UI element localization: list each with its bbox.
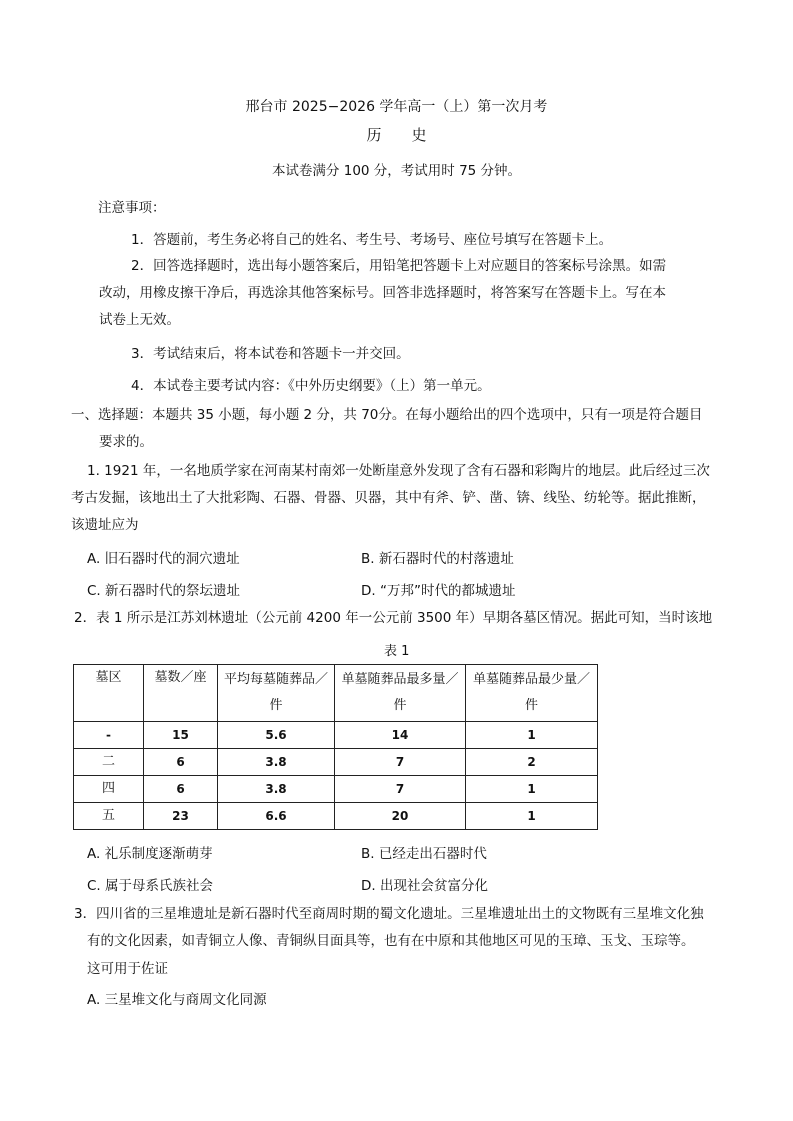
- table-cell: 6: [144, 776, 218, 803]
- section-heading-line-2: 要求的。: [99, 434, 153, 450]
- table-cell: 23: [144, 803, 218, 830]
- table-cell: 二: [74, 749, 144, 776]
- q2-option-d: D. 出现社会贫富分化: [361, 878, 488, 894]
- table-row: [74, 722, 598, 749]
- subject-title: 历 史: [366, 126, 427, 144]
- table-header-cell: [335, 665, 466, 722]
- header-text-unit: 件: [524, 698, 538, 713]
- q2-option-b: B. 已经走出石器时代: [361, 846, 487, 862]
- table-cell: 20: [335, 803, 466, 830]
- table-cell: 15: [144, 722, 218, 749]
- table-header-cell: [74, 665, 144, 722]
- table-cell: 1: [466, 776, 598, 803]
- q2-option-c: C. 属于母系氏族社会: [87, 878, 214, 894]
- table-cell: 7: [335, 776, 466, 803]
- header-text-unit: 件: [393, 698, 407, 713]
- notice-item-3: 3．考试结束后，将本试卷和答题卡一并交回。: [131, 346, 410, 362]
- table-row: [74, 776, 598, 803]
- table-cell: 6.6: [218, 803, 335, 830]
- data-table: [73, 664, 598, 830]
- table-cell: 3.8: [218, 749, 335, 776]
- table-cell: 5.6: [218, 722, 335, 749]
- q2-option-a: A. 礼乐制度逐渐萌芽: [87, 846, 213, 862]
- table-cell: 7: [335, 749, 466, 776]
- q3-stem-line-3: 这可用于佐证: [87, 961, 168, 977]
- table-cell: 2: [466, 749, 598, 776]
- q3-stem-line-1: 3．四川省的三星堆遗址是新石器时代至商周时期的蜀文化遗址。三星堆遗址出土的文物既有三星堆文化独: [74, 906, 704, 922]
- notice-item-4: 4．本试卷主要考试内容：《中外历史纲要》（上）第一单元。: [131, 378, 491, 394]
- header-text: 单墓随葬品最多量／: [341, 672, 459, 687]
- table-cell: 14: [335, 722, 466, 749]
- table-cell: 6: [144, 749, 218, 776]
- q1-option-b: B. 新石器时代的村落遗址: [361, 551, 514, 567]
- notice-item-2-line-3: 试卷上无效。: [99, 312, 180, 328]
- table-cell: 1: [466, 803, 598, 830]
- table-header-cell: [218, 665, 335, 722]
- table-row: [74, 803, 598, 830]
- table-cell: 五: [74, 803, 144, 830]
- notice-item-2-line-1: 2．回答选择题时，选出每小题答案后，用铅笔把答题卡上对应题目的答案标号涂黑。如需: [131, 258, 667, 274]
- table-cell: -: [74, 722, 144, 749]
- header-text-unit: 件: [269, 698, 283, 713]
- table-cell: 四: [74, 776, 144, 803]
- q2-stem-line-1: 2．表 1 所示是江苏刘林遗址（公元前 4200 年一公元前 3500 年）早期各墓区情况。据此可知，当时该地: [74, 610, 713, 626]
- header-text: 平均每墓随葬品／: [223, 672, 328, 687]
- section-heading-line-1: 一、选择题：本题共 35 小题，每小题 2 分，共 70分。在每小题给出的四个选项中，只有一项是符合题目: [71, 407, 703, 423]
- q1-option-a: A. 旧石器时代的洞穴遗址: [87, 551, 240, 567]
- header-text: 单墓随葬品最少量／: [472, 672, 590, 687]
- table-cell: 1: [466, 722, 598, 749]
- notice-item-1: 1．答题前，考生务必将自己的姓名、考生号、考场号、座位号填写在答题卡上。: [131, 232, 613, 248]
- q3-stem-line-2: 有的文化因素，如青铜立人像、青铜纵目面具等，也有在中原和其他地区可见的玉璋、玉戈、玉琮等。: [87, 933, 695, 949]
- header-text: 墓数／座: [154, 670, 207, 685]
- table-caption: 表 1: [384, 644, 410, 659]
- table-header-cell: [144, 665, 218, 722]
- q1-option-d: D. “万邦”时代的都城遗址: [361, 583, 516, 599]
- q1-option-c: C. 新石器时代的祭坛遗址: [87, 583, 241, 599]
- q1-stem-line-2: 考古发掘，该地出土了大批彩陶、石器、骨器、贝器，其中有斧、铲、凿、锛、线坠、纺轮等。据此推断，: [71, 490, 706, 506]
- exam-title: 邢台市 2025−2026 学年高一（上）第一次月考: [245, 99, 548, 115]
- table-header-cell: [466, 665, 598, 722]
- table-cell: 3.8: [218, 776, 335, 803]
- notice-item-2-line-2: 改动，用橡皮擦干净后，再选涂其他答案标号。回答非选择题时，将答案写在答题卡上。写在本: [99, 285, 666, 301]
- q1-stem-line-1: 1. 1921 年，一名地质学家在河南某村南郊一处断崖意外发现了含有石器和彩陶片的地层。此后经过三次: [87, 463, 710, 479]
- header-text: 墓区: [95, 670, 122, 685]
- notice-heading: 注意事项：: [98, 200, 166, 216]
- table-header-row: [74, 665, 598, 722]
- exam-info: 本试卷满分 100 分，考试用时 75 分钟。: [271, 163, 522, 179]
- table-row: [74, 749, 598, 776]
- q3-option-a: A. 三星堆文化与商周文化同源: [87, 992, 267, 1008]
- q1-stem-line-3: 该遗址应为: [71, 517, 139, 533]
